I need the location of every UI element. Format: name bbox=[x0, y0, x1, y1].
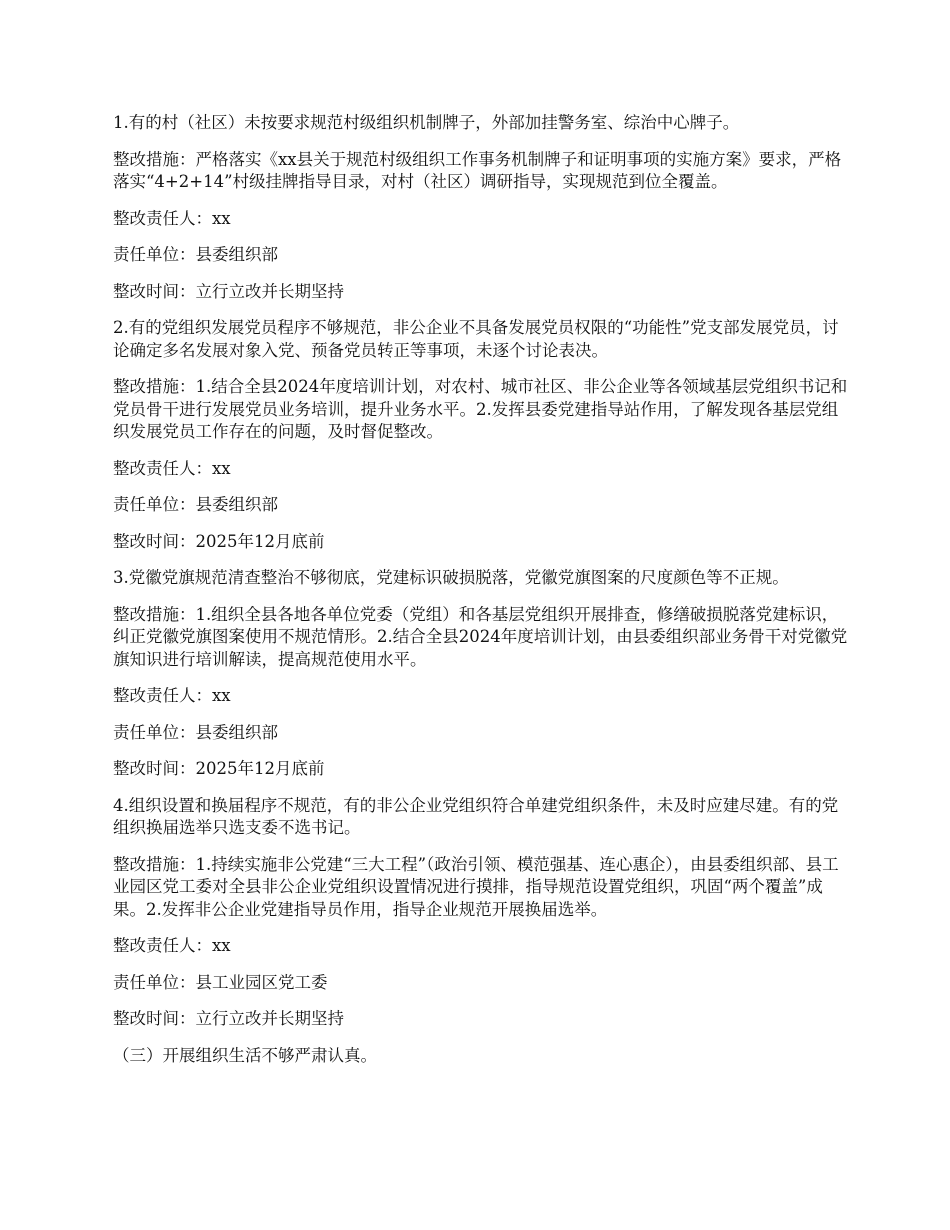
item-1-responsible-person: 整改责任人：xx bbox=[113, 208, 231, 228]
item-1-responsible-unit: 责任单位：县委组织部 bbox=[113, 245, 278, 264]
item-2-deadline: 整改时间：2025年12月底前 bbox=[113, 531, 325, 551]
item-1-deadline: 整改时间：立行立改并长期坚持 bbox=[113, 281, 344, 301]
item-3-responsible-unit: 责任单位：县委组织部 bbox=[113, 722, 278, 742]
item-4-responsible-unit: 责任单位：县工业园区党工委 bbox=[113, 972, 328, 992]
section-3-heading: （三）开展组织生活不够严肃认真。 bbox=[113, 1045, 377, 1065]
item-3-deadline: 整改时间：2025年12月底前 bbox=[113, 759, 325, 778]
item-2-measures: 整改措施：1.结合全县2024年度培训计划，对农村、城市社区、非公企业等各领域基层党组织书记和党员骨干进行发展党员业务培训，提升业务水平。2.发挥县委党建指导站作用，了解发现各基层党组织发展党员工作存在的问题，及时督促整改。 bbox=[113, 377, 848, 441]
item-4-measures: 整改措施：1.持续实施非公党建“三大工程”（政治引领、模范强基、连心惠企），由县委组织部、县工业园区党工委对全县非公企业党组织设置情况进行摸排，指导规范设置党组织，巩固“两个覆盖”成果。2.发挥非公企业党建指导员作用，指导企业规范开展换届选举。 bbox=[113, 854, 839, 919]
item-4-responsible-person: 整改责任人：xx bbox=[113, 936, 231, 955]
item-1-measures: 整改措施：严格落实《xx县关于规范村级组织工作事务机制牌子和证明事项的实施方案》要求，严格落实“4+2+14”村级挂牌指导目录，对村（社区）调研指导，实现规范到位全覆盖。 bbox=[113, 149, 842, 191]
item-2-responsible-person: 整改责任人：xx bbox=[113, 458, 231, 478]
item-4-issue: 4.组织设置和换届程序不规范，有的非公企业党组织符合单建党组织条件，未及时应建尽建。有的党组织换届选举只选支委不选书记。 bbox=[113, 795, 839, 837]
item-4-deadline: 整改时间：立行立改并长期坚持 bbox=[113, 1009, 344, 1028]
item-3-responsible-person: 整改责任人：xx bbox=[113, 686, 231, 705]
item-3-issue: 3.党徽党旗规范清查整治不够彻底，党建标识破损脱落，党徽党旗图案的尺度颜色等不正规。 bbox=[113, 568, 789, 587]
item-1-issue: 1.有的村（社区）未按要求规范村级组织机制牌子，外部加挂警务室、综治中心牌子。 bbox=[113, 113, 740, 132]
item-2-responsible-unit: 责任单位：县委组织部 bbox=[113, 495, 278, 514]
item-3-measures: 整改措施：1.组织全县各地各单位党委（党组）和各基层党组织开展排查，修缮破损脱落党建标识，纠正党徽党旗图案使用不规范情形。2.结合全县2024年度培训计划，由县委组织部业务骨干对党徽党旗知识进行培训解读，提高规范使用水平。 bbox=[113, 604, 848, 669]
item-2-issue: 2.有的党组织发展党员程序不够规范，非公企业不具备发展党员权限的“功能性”党支部发展党员，讨论确定多名发展对象入党、预备党员转正等事项，未逐个讨论表决。 bbox=[113, 318, 839, 360]
